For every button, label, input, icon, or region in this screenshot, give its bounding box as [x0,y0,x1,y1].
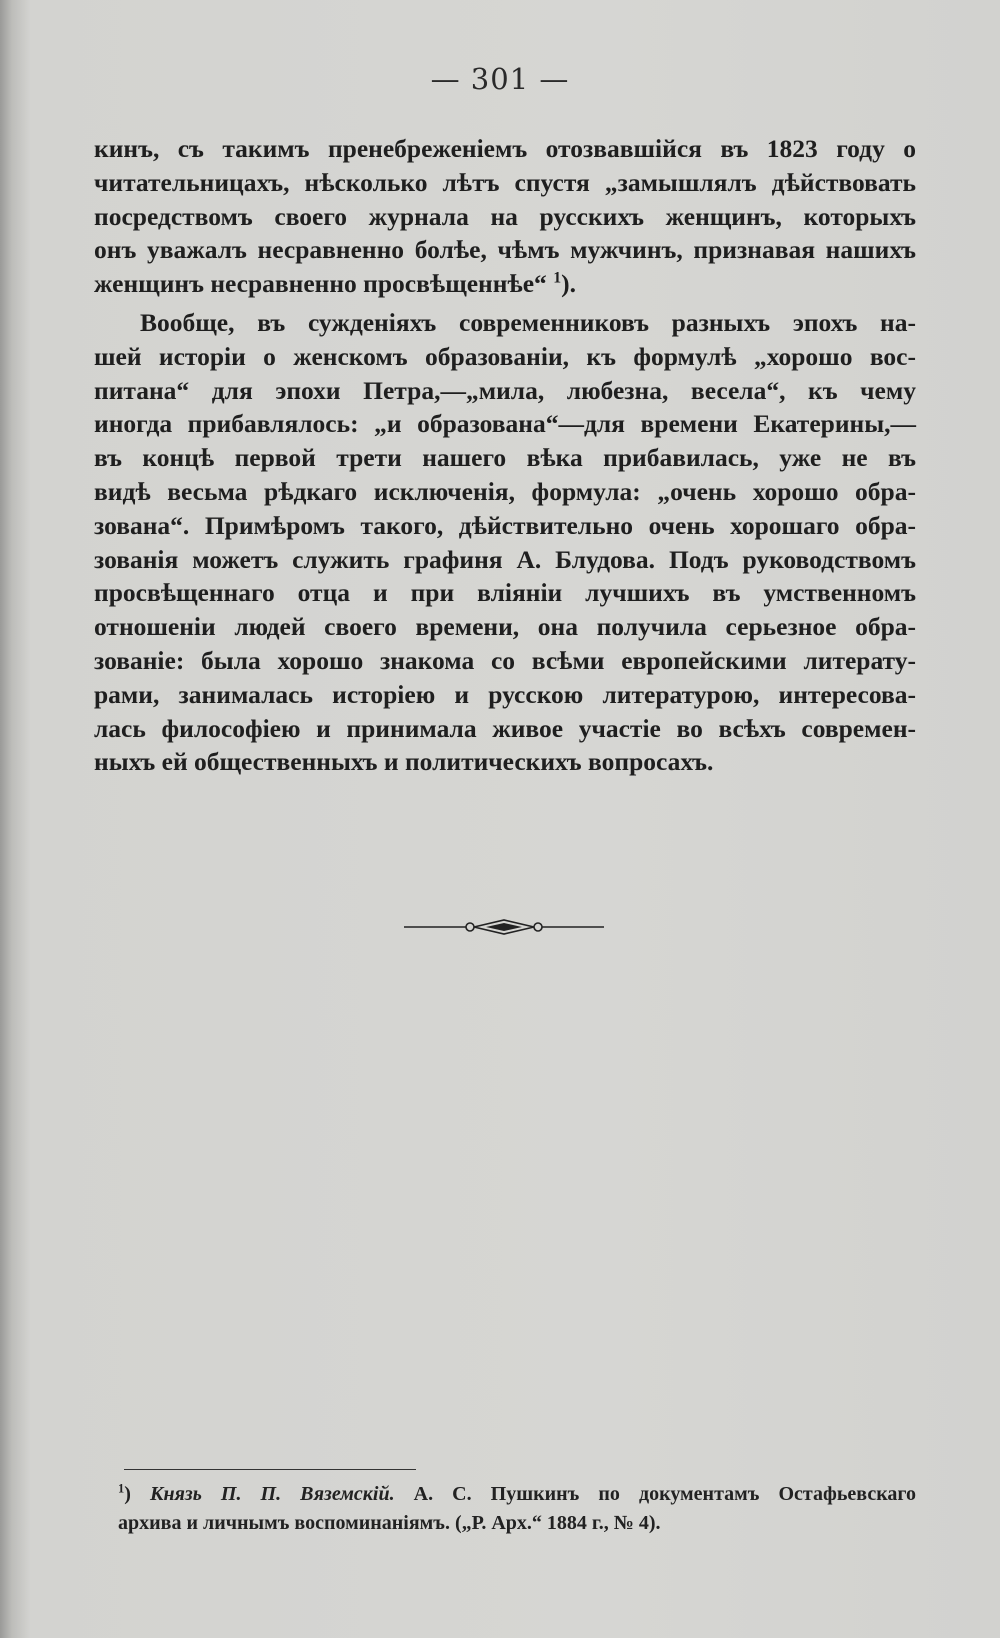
text-line: женщинъ несравненно просвѣщеннѣе“ [94,269,547,299]
footnote-separator [124,1469,416,1470]
text-line: ныхъ ей общественныхъ и политическихъ вопросахъ. [94,747,714,777]
text-line: онъ уважалъ несравненно болѣе, чѣмъ мужчинъ, признавая нашихъ [94,235,916,265]
text-line: въ концѣ первой трети нашего вѣка прибавилась, уже не въ [94,443,916,473]
footnote [118,1480,916,1538]
text-line: иногда прибавлялось: „и образована“—для времени Екатерины,— [94,409,916,439]
footnote-title: А. С. Пушкинъ по документамъ Остафьевскаго [413,1483,916,1505]
footnote-line [118,1480,916,1509]
footnote-line: архива и личнымъ воспоминаніямъ. („Р. Арх.“ 1884 г., № 4). [118,1512,661,1534]
text-line: лась философіею и принимала живое участіе во всѣхъ современ- [94,713,916,743]
text-line: шей исторіи о женскомъ образованіи, къ формулѣ „хорошо вос- [94,341,916,371]
text-line: зованія можетъ служить графиня А. Блудова. Подъ руководствомъ [94,544,916,574]
text-line: видѣ весьма рѣдкаго исключенія, формула: „очень хорошо обра- [94,476,916,506]
footnote-marker-tail: ) [124,1483,131,1505]
footnote-reference-tail: ). [561,269,576,299]
footnote-reference[interactable]: 1 [553,269,562,287]
text-line: отношеніи людей своего времени, она получила серьезное обра- [94,612,916,642]
text-line: посредствомъ своего журнала на русскихъ женщинъ, которыхъ [94,201,916,231]
footnote-author: Князь П. П. Вяземскій. [149,1483,395,1505]
text-line: просвѣщеннаго отца и при вліяніи лучшихъ въ умственномъ [94,578,916,608]
text-line: кинъ, съ такимъ пренебреженіемъ отозвавшійся въ 1823 году о [94,134,916,163]
main-text [94,132,916,779]
page-number: — 301 — [430,62,570,96]
text-line: питана“ для эпохи Петра,—„мила, любезна, весела“, къ чему [94,375,916,405]
text-line: зованіе: была хорошо знакома со всѣми европейскими литерату- [94,645,916,675]
section-divider-ornament [404,914,604,940]
text-line: читательницахъ, нѣсколько лѣтъ спустя „замышлялъ дѣйствовать [94,167,916,197]
text-line-with-footnote-ref [94,267,916,301]
text-line: зована“. Примѣромъ такого, дѣйствительно очень хорошаго обра- [94,510,916,540]
paragraph-first-line: Вообще, въ сужденіяхъ современниковъ разныхъ эпохъ на- [140,307,916,337]
text-line: рами, занималась исторіею и русскою литературою, интересова- [94,679,916,709]
footnote-marker: 1 [118,1481,125,1496]
